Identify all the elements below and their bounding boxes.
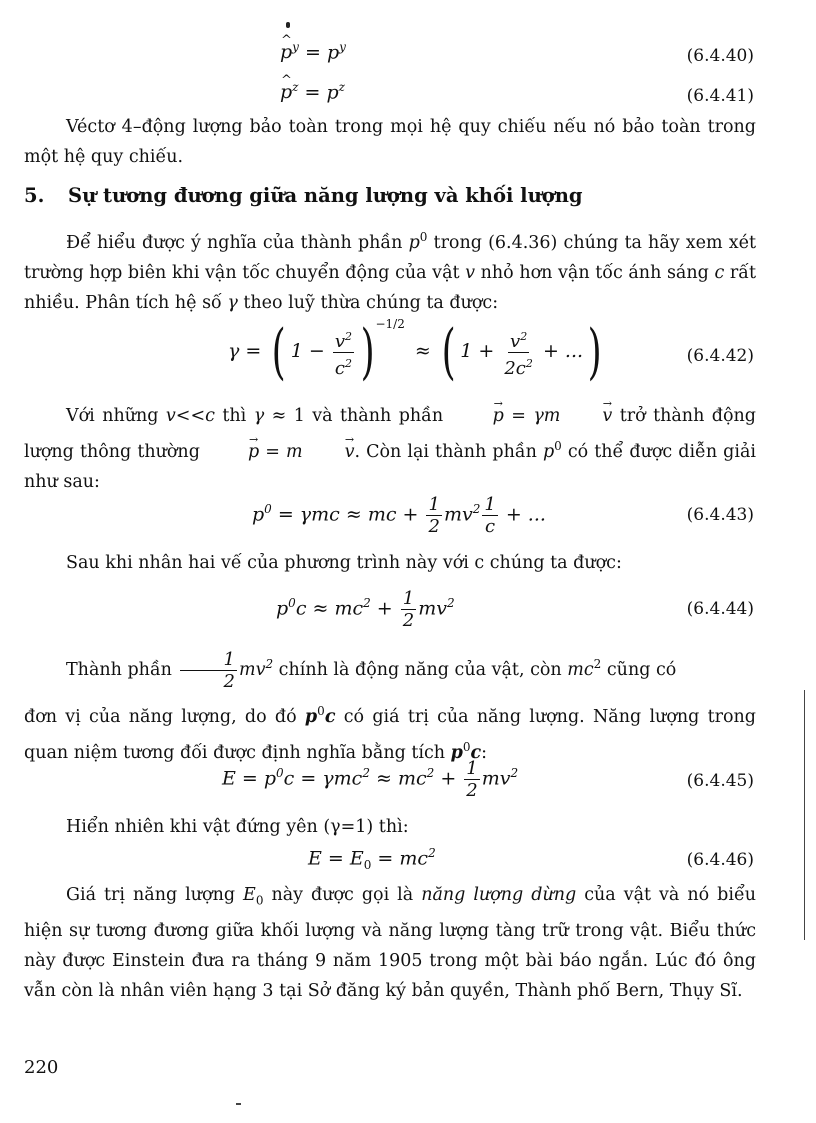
scan-mark-dash xyxy=(236,1103,241,1105)
equation-6-4-41: ^ $p^z = p^z$ xyxy=(280,80,345,103)
paragraph: Thành phần $\frac{1}{2}$ $mv^2$ chính là động năng của vật, còn $mc^2$ cũng có xyxy=(66,648,677,692)
paragraph: Sau khi nhân hai vế của phương trình này với c chúng ta được: xyxy=(66,553,622,573)
paragraph: Với những v<<c thì γ ≈ 1 và thành phần → p = γm→ v trở thành động lượng thông thường → p = m→ v. Còn lại thành phần $p^0$ có thể được diễn giải như sau: xyxy=(24,401,756,497)
section-heading xyxy=(24,184,583,207)
equation-6-4-40: ^ $p^y = p^y$ xyxy=(280,40,346,63)
section-number: 5. xyxy=(24,184,45,207)
equation-6-4-45: $E = p^0c = \gamma mc^2 \approx mc^2$ + $\frac{1}{2}$ $mv^2$ xyxy=(222,758,519,801)
scan-edge-line xyxy=(804,690,805,940)
equation-number: (6.4.46) xyxy=(686,850,754,870)
equation-number: (6.4.42) xyxy=(686,346,754,366)
paragraph: Hiển nhiên khi vật đứng yên (γ=1) thì: xyxy=(66,817,409,837)
paragraph: Véctơ 4–động lượng bảo toàn trong mọi hệ quy chiếu nếu nó bảo toàn trong một hệ quy chiếu. xyxy=(24,117,756,167)
section-title: Sự tương đương giữa năng lượng và khối lượng xyxy=(68,184,583,207)
equation-number: (6.4.41) xyxy=(686,86,754,106)
equation-number: (6.4.40) xyxy=(686,46,754,66)
equation-6-4-46: $E = E_0 = mc^2$ xyxy=(308,846,436,873)
scan-mark-dot xyxy=(286,22,290,28)
equation-6-4-44: $p^0c \approx mc^2$ + $\frac{1}{2}$ $mv^2$ xyxy=(276,588,455,631)
equation-number: (6.4.45) xyxy=(686,771,754,791)
equation-6-4-43: $p^0 = \gamma mc$ ≈ mc + $\frac{1}{2}$ $mv^2$ $\frac{1}{c}$ + ... xyxy=(252,494,546,537)
paragraph: Để hiểu được ý nghĩa của thành phần $p^0$ trong (6.4.36) chúng ta hãy xem xét trường hợp biên khi vận tốc chuyển động của vật v nhỏ hơn vận tốc ánh sáng c rất nhiều. Phân tích hệ số γ theo luỹ thừa chúng ta được: xyxy=(24,230,756,313)
equation-number: (6.4.44) xyxy=(686,599,754,619)
page-number: 220 xyxy=(24,1057,59,1078)
equation-6-4-42: γ = ( 1 − $\frac{v^2}{c^2}$ )$^{-1/2}$ ≈ ( 1 + $\frac{v^2}{2c^2}$ + ...) xyxy=(228,316,602,387)
paragraph: Giá trị năng lượng $E_0$ này được gọi là năng lượng dừng của vật và nó biểu hiện sự tương đương giữa khối lượng và năng lượng tàng trữ trong vật. Biểu thức này được Einstein đưa ra tháng 9 năm 1905 trong một bài báo ngắn. Lúc đó ông vẫn còn là nhân viên hạng 3 tại Sở đăng ký bản quyền, Thành phố Bern, Thụy Sĩ. xyxy=(24,885,756,1001)
paragraph: đơn vị của năng lượng, do đó $p^0c$ có giá trị của năng lượng. Năng lượng trong quan niệm tương đối được định nghĩa bằng tích $p^0c$: xyxy=(24,704,756,763)
equation-number: (6.4.43) xyxy=(686,505,754,525)
